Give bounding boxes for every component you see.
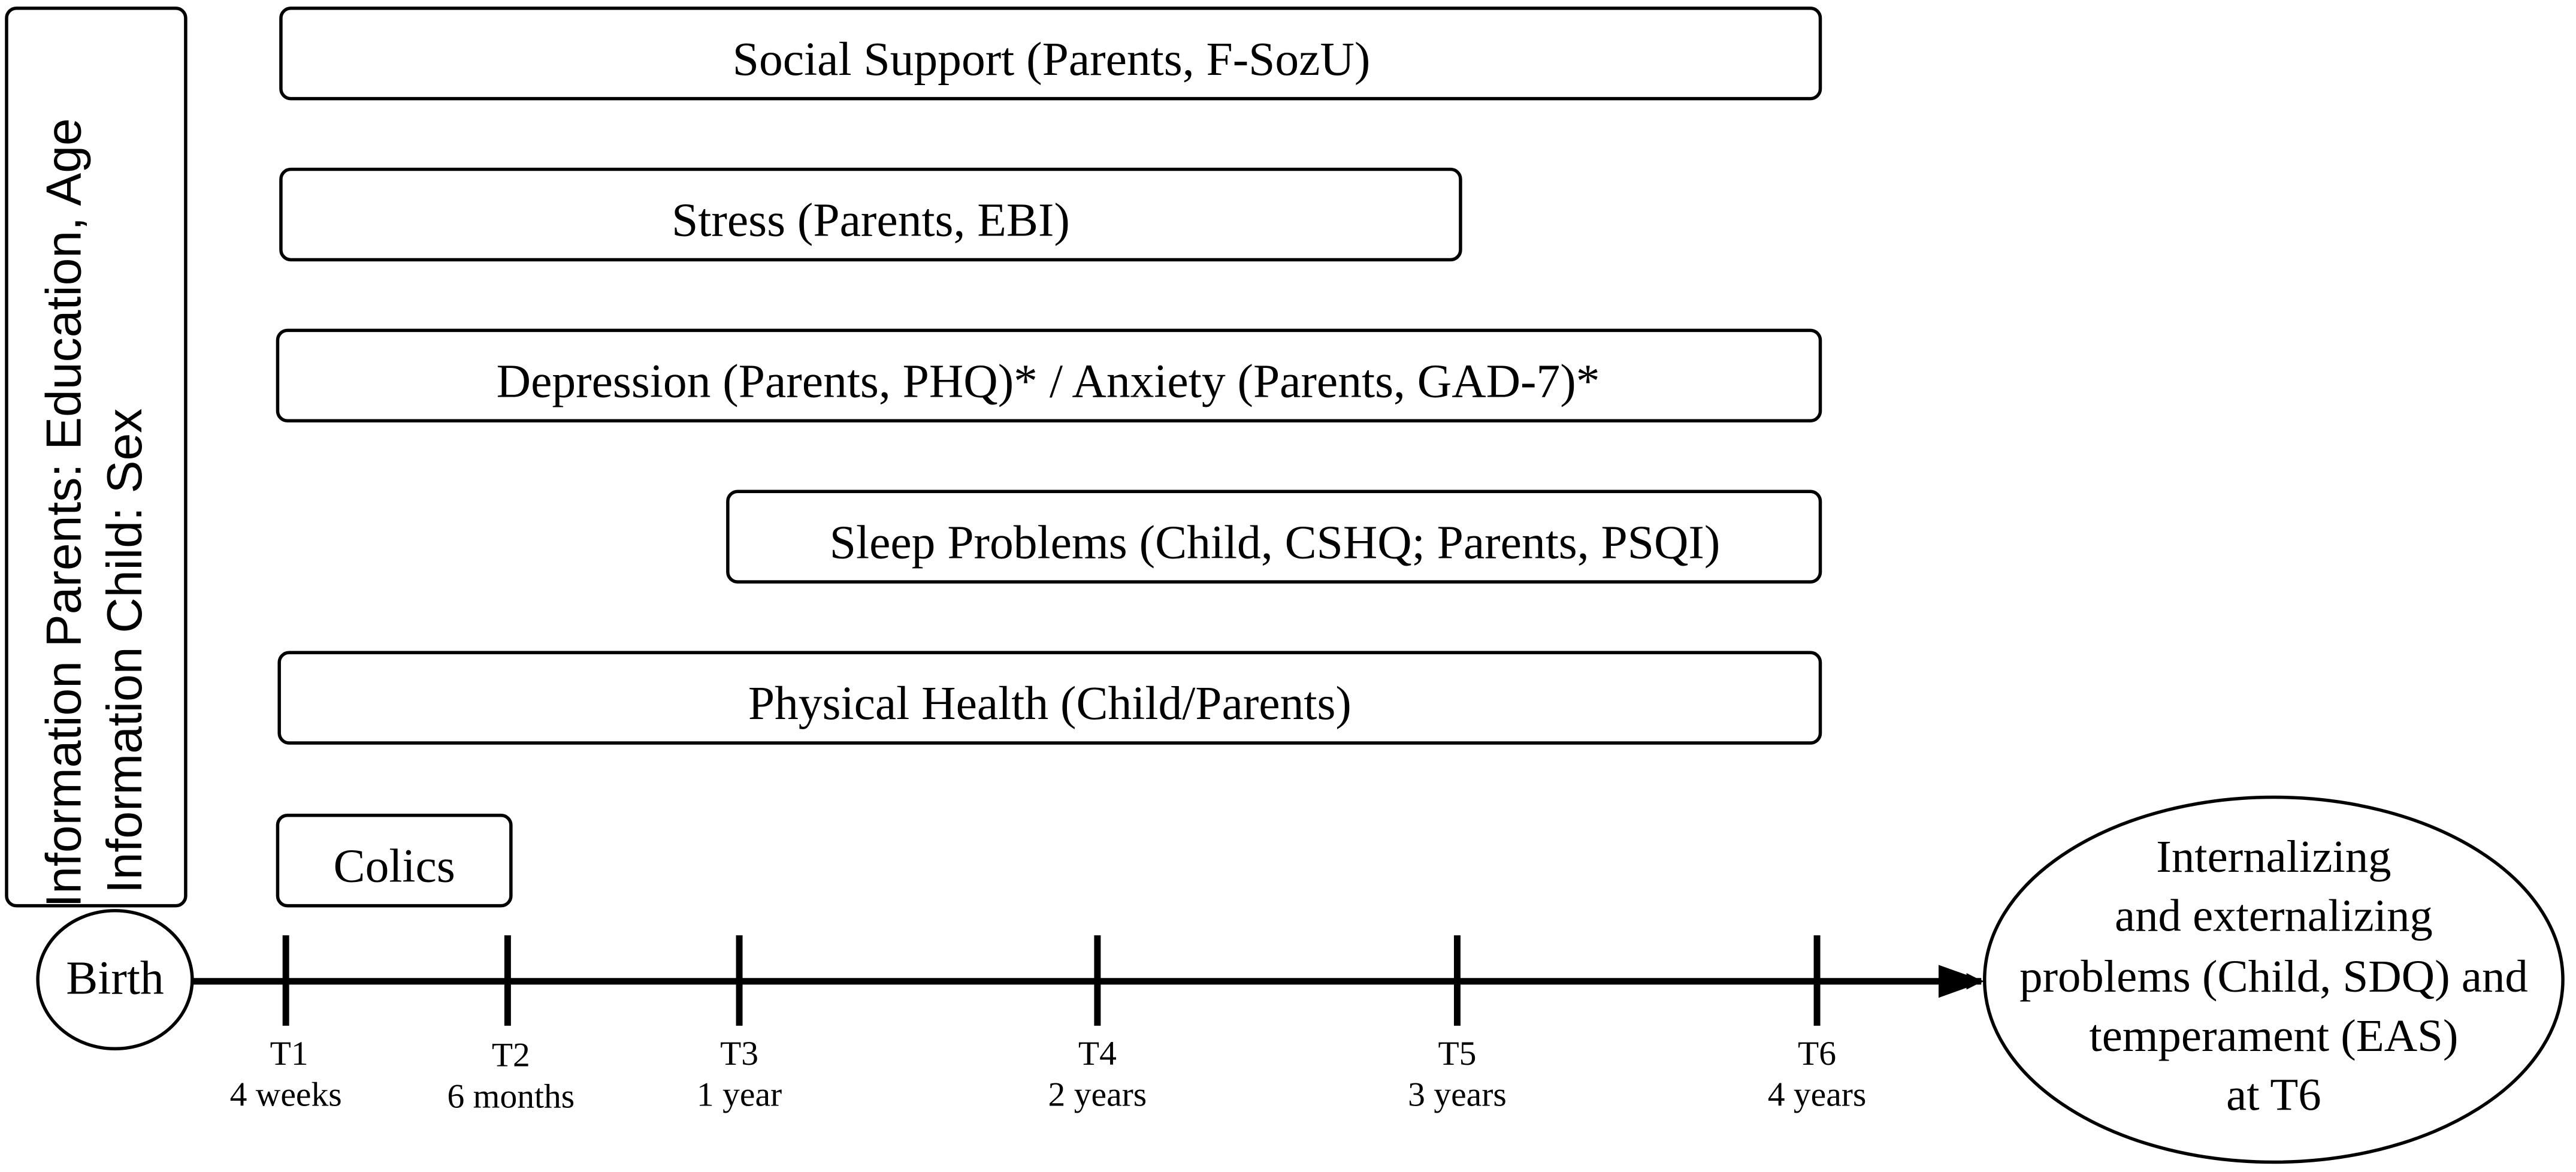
measure-physical-health bbox=[279, 653, 1820, 743]
demographics-box bbox=[7, 8, 186, 908]
birth-node bbox=[38, 911, 192, 1049]
timepoint-t1 bbox=[230, 935, 342, 1114]
outcome-line-2: and externalizing bbox=[2115, 890, 2433, 941]
measure-stress bbox=[281, 170, 1461, 260]
measure-physical-health-label: Physical Health (Child/Parents) bbox=[748, 677, 1352, 730]
timepoint-t5-label: 3 years bbox=[1408, 1076, 1507, 1114]
birth-label: Birth bbox=[66, 952, 164, 1005]
timepoint-t6 bbox=[1768, 935, 1867, 1114]
timepoint-t4-id: T4 bbox=[1078, 1034, 1117, 1073]
demographics-parents-label: Information Parents: Education, Age bbox=[37, 118, 92, 908]
measure-colics bbox=[277, 815, 510, 906]
measure-social-support-label: Social Support (Parents, F-SozU) bbox=[732, 32, 1371, 86]
timepoint-t2-id: T2 bbox=[491, 1036, 530, 1074]
timepoint-t4 bbox=[1048, 935, 1147, 1114]
timepoint-t4-label: 2 years bbox=[1048, 1076, 1147, 1114]
measure-depression-anxiety-label: Depression (Parents, PHQ)* / Anxiety (Parents, GAD-7)* bbox=[496, 355, 1600, 408]
timepoint-t1-label: 4 weeks bbox=[229, 1076, 342, 1114]
demographics-child-label: Information Child: Sex bbox=[97, 408, 152, 894]
measure-social-support bbox=[281, 8, 1821, 99]
timepoint-t5-id: T5 bbox=[1438, 1034, 1477, 1073]
timepoint-t5 bbox=[1408, 935, 1507, 1114]
measure-stress-label: Stress (Parents, EBI) bbox=[672, 194, 1070, 247]
outcome-node bbox=[1985, 798, 2563, 1162]
outcome-line-5: at T6 bbox=[2226, 1069, 2321, 1120]
timepoint-t6-id: T6 bbox=[1798, 1034, 1837, 1073]
outcome-line-4: temperament (EAS) bbox=[2089, 1010, 2459, 1061]
timepoint-t2-label: 6 months bbox=[447, 1077, 575, 1116]
outcome-line-1: Internalizing bbox=[2156, 830, 2391, 882]
outcome-line-3: problems (Child, SDQ) and bbox=[2019, 951, 2528, 1002]
timepoint-t6-label: 4 years bbox=[1767, 1076, 1867, 1114]
timepoint-t3-id: T3 bbox=[720, 1034, 759, 1073]
measure-sleep-problems bbox=[728, 491, 1821, 582]
measure-depression-anxiety bbox=[277, 330, 1820, 421]
timepoint-t2 bbox=[448, 935, 575, 1115]
timeline-arrowhead bbox=[1939, 965, 1985, 998]
measure-sleep-problems-label: Sleep Problems (Child, CSHQ; Parents, PSQI) bbox=[829, 516, 1721, 569]
timepoint-t3 bbox=[697, 935, 782, 1114]
measure-colics-label: Colics bbox=[333, 839, 455, 893]
timepoint-t1-id: T1 bbox=[270, 1034, 309, 1073]
timepoint-t3-label: 1 year bbox=[696, 1076, 782, 1114]
